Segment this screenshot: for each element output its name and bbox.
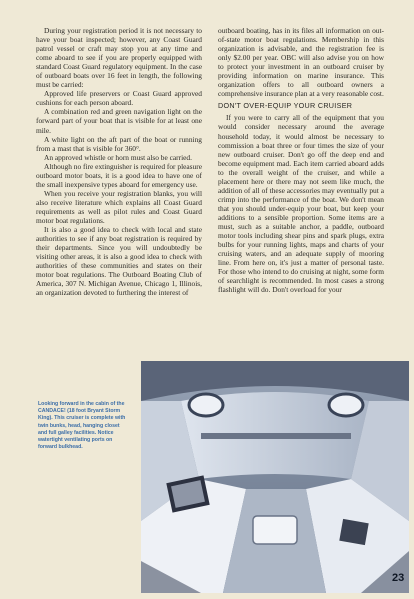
cabin-photo xyxy=(141,361,409,593)
paragraph-white-light: A white light on the aft part of the boat or running from a mast that is visible for 360°. xyxy=(36,134,202,153)
paragraph-registration-blanks: When you receive your registration blanks, you will also receive literature which explains all Coast Guard requirements as well as pilot rules and Coast Guard motor boat regulations. xyxy=(36,188,202,225)
paragraph-navigation-light: A combination red and green navigation light on the forward part of your boat that is visible for at least one mile. xyxy=(36,107,202,135)
paragraph-over-equip: If you were to carry all of the equipment that you would consider necessary around the average household today, it would almost be necessary to commission a boat three or four times the size of your new outboard cruiser. Don't go off the deep end and become equipment mad. Each item carried aboard adds to the overall weight of the cruiser, and while a placement here or there may not seem like much, the addition of all of these accessories may eventually put a crimp into the performance of the boat. We don't mean that you should under-equip your boat, but keep your additions to a sensible proportion. Some items are a must, such as a suitable anchor, a paddle, outboard motor tools including shear pins and spark plugs, extra bulbs for your running lights, maps and charts of your cruising waters, and an adequate supply of mooring line. From here on, it's just a matter of personal taste. For those who intend to do cruising at night, some form of searchlight is recommended. In most cases a strong flashlight will do. Don't overload for your xyxy=(218,113,384,295)
page-number: 23 xyxy=(392,572,405,584)
right-text-column xyxy=(218,26,384,294)
cabin-photo-illustration xyxy=(141,361,409,593)
paragraph-local-authorities: It is also a good idea to check with local and state authorities to see if any boat registration is required by their departments. Since you will undoubtedly be visiting other areas, it is also a good idea to check with authorities of these communities and states on their motor boat regulations. The Outboard Boating Club of America, 307 N. Michigan Avenue, Chicago 1, Illinois, an organization devoted to furthering the interest of xyxy=(36,225,202,298)
paragraph-fire-extinguisher: Although no fire extinguisher is required for pleasure outboard motor boats, it is a good idea to have one of the small inexpensive types aboard for emergency use. xyxy=(36,161,202,189)
paragraph-inspection: During your registration period it is not necessary to have your boat inspected; however, any Coast Guard patrol vessel or craft may stop you at any time and come aboard to see if you are properly equipped with standard Coast Guard regulatory equipment. In the case of outboard boats over 16 feet in length, the following must be carried: xyxy=(36,26,202,90)
section-heading: DON'T OVER-EQUIP YOUR CRUISER xyxy=(218,101,353,111)
paragraph-obc: outboard boating, has in its files all information on out-of-state motor boat regulations. Membership in this organization is advisable, and the registration fee is only $2.00 per year. OBC will also advise you on how to protect your investment in an outboard cruiser by providing information on marine insurance. This organization offers to all outboard owners a comprehensive insurance plan at a very reasonable cost. xyxy=(218,26,384,99)
paragraph-whistle: An approved whistle or horn must also be carried. xyxy=(44,152,192,162)
photo-caption: Looking forward in the cabin of the CANDACE! (18 foot Bryant Storm King). This cruiser is complete with twin bunks, head, hanging closet and full galley facilities. Notice watertight ventilating ports on forward bulkhead. xyxy=(38,401,126,451)
paragraph-life-preservers: Approved life preservers or Coast Guard approved cushions for each person aboard. xyxy=(36,89,202,108)
left-text-column xyxy=(36,26,202,297)
